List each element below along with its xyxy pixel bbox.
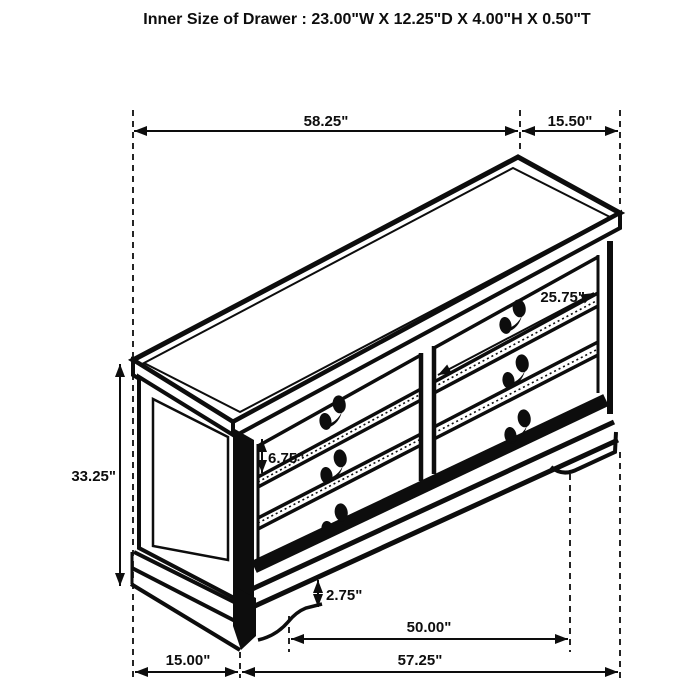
dimension-base-height xyxy=(318,580,362,607)
dimension-side-depth xyxy=(135,652,238,672)
dimension-top-depth xyxy=(522,113,618,131)
dresser-drawing xyxy=(131,157,620,650)
dimension-label-drawer-front-height: 6.75" xyxy=(268,450,305,467)
dimension-label-base-height: 2.75" xyxy=(326,587,363,604)
dimension-label-front-width: 57.25" xyxy=(397,652,443,669)
dimension-front-width xyxy=(242,652,618,672)
dimension-label-top-depth: 15.50" xyxy=(547,113,593,130)
dimension-label-top-width: 58.25" xyxy=(303,113,349,130)
dimension-label-overall-height: 33.25" xyxy=(71,468,116,485)
dimension-label-side-depth: 15.00" xyxy=(165,652,211,669)
dimension-label-feet-spacing: 50.00" xyxy=(406,619,452,636)
dimension-label-drawer-opening-diagonal: 25.75" xyxy=(540,289,585,306)
dimension-feet-spacing xyxy=(291,619,568,639)
front-corner-stile xyxy=(233,428,254,602)
left-bracket-foot-curve xyxy=(258,604,322,640)
dimension-top-width xyxy=(134,113,518,131)
base-molding xyxy=(233,400,618,650)
dimension-drawer-front-height xyxy=(262,439,304,473)
dimension-overall-height xyxy=(71,364,120,586)
diagram-title: Inner Size of Drawer : 23.00"W X 12.25"D X 4.00"H X 0.50"T xyxy=(143,11,591,28)
